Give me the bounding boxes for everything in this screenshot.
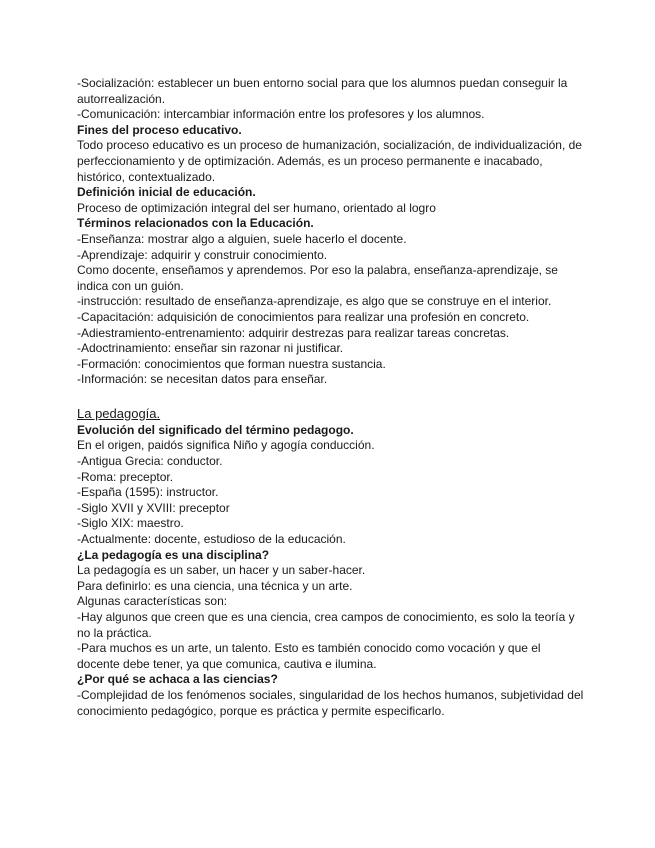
paragraph: -instrucción: resultado de enseñanza-aprendizaje, es algo que se construye en el interior.	[77, 294, 552, 309]
paragraph: Para definirlo: es una ciencia, una técnica y un arte.	[77, 578, 353, 593]
subheading: Fines del proceso educativo.	[77, 122, 242, 137]
paragraph: -Actualmente: docente, estudioso de la educación.	[77, 532, 346, 547]
subheading: ¿La pedagogía es una disciplina?	[77, 547, 270, 562]
subheading: Definición inicial de educación.	[77, 185, 256, 200]
paragraph: -Roma: preceptor.	[77, 469, 174, 484]
paragraph: La pedagogía es un saber, un hacer y un saber-hacer.	[77, 563, 366, 578]
section-title-pedagogia: La pedagogía.	[77, 405, 161, 421]
paragraph: -Socialización: establecer un buen entorno social para que los alumnos puedan conseguir la autorrealización.	[77, 76, 568, 106]
paragraph: -Aprendizaje: adquirir y construir conocimiento.	[77, 247, 328, 262]
paragraph: -Siglo XVII y XVIII: preceptor	[77, 500, 230, 515]
paragraph: -Formación: conocimientos que forman nuestra sustancia.	[77, 356, 386, 371]
subheading: Términos relacionados con la Educación.	[77, 216, 314, 231]
text-block-education	[77, 76, 585, 388]
subheading: Evolución del significado del término pedagogo.	[77, 422, 354, 437]
paragraph: -Complejidad de los fenómenos sociales, singularidad de los hechos humanos, subjetividad del conocimiento pedagógico, porque es práctica y permite especificarlo.	[77, 687, 584, 718]
paragraph: -Información: se necesitan datos para enseñar.	[77, 372, 328, 387]
paragraph: -Siglo XIX: maestro.	[77, 516, 184, 531]
paragraph: -España (1595): instructor.	[77, 485, 219, 500]
paragraph: -Adoctrinamiento: enseñar sin razonar ni justificar.	[77, 341, 344, 356]
paragraph: Todo proceso educativo es un proceso de humanización, socialización, de individualización, de perfeccionamiento y de optimización. Además, es un proceso permanente e inacabado, histórico, contextualizado.	[77, 138, 582, 184]
paragraph: Algunas características son:	[77, 594, 228, 609]
paragraph: -Hay algunos que creen que es una ciencia, crea campos de conocimiento, es solo la teoría y no la práctica.	[77, 610, 575, 640]
paragraph: -Comunicación: intercambiar información entre los profesores y los alumnos.	[77, 107, 485, 122]
paragraph: -Para muchos es un arte, un talento. Esto es también conocido como vocación y que el docente debe tener, ya que comunica, cautiva e ilumina.	[77, 641, 541, 671]
paragraph: -Antigua Grecia: conductor.	[77, 454, 223, 469]
paragraph: En el origen, paidós significa Niño y agogía conducción.	[77, 438, 375, 453]
subheading: ¿Por qué se achaca a las ciencias?	[77, 672, 278, 687]
paragraph: -Capacitación: adquisición de conocimientos para realizar una profesión en concreto.	[77, 309, 530, 324]
text-block-pedagogia	[77, 423, 585, 719]
paragraph: Como docente, enseñamos y aprendemos. Por eso la palabra, enseñanza-aprendizaje, se indica con un guión.	[77, 263, 558, 293]
paragraph: -Adiestramiento-entrenamiento: adquirir destrezas para realizar tareas concretas.	[77, 325, 510, 340]
paragraph: -Enseñanza: mostrar algo a alguien, suele hacerlo el docente.	[77, 231, 407, 246]
paragraph: Proceso de optimización integral del ser humano, orientado al logro	[77, 200, 436, 215]
